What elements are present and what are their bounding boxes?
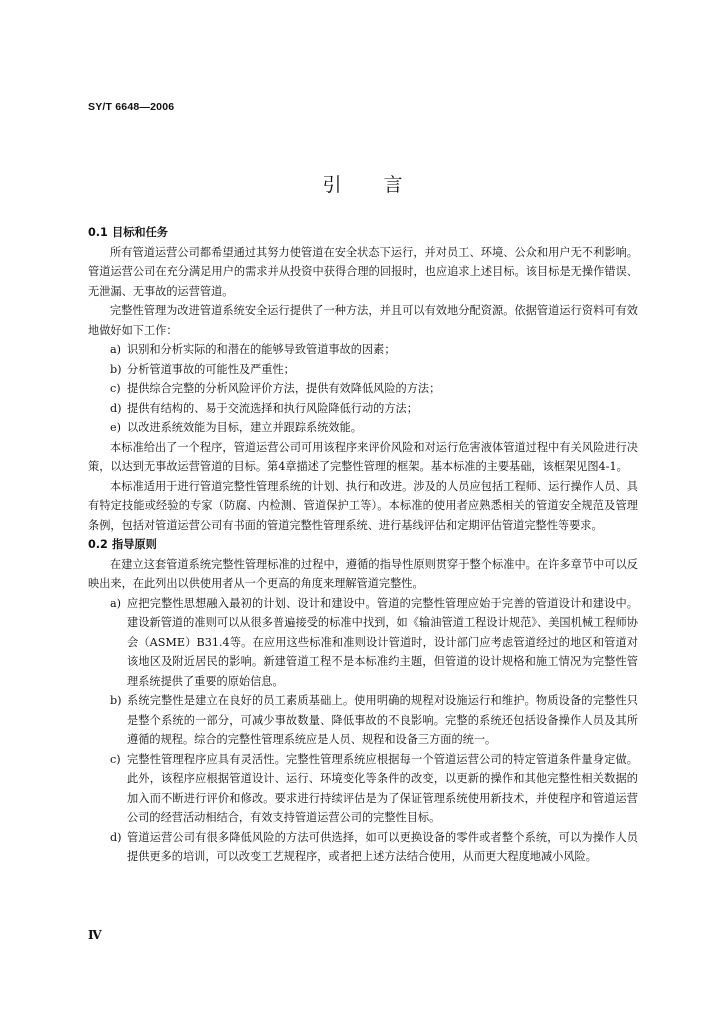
section-heading-0-1	[88, 223, 638, 243]
list-marker: d)	[110, 830, 122, 844]
section-number: 0.1	[88, 226, 108, 239]
page-body	[88, 223, 638, 867]
list-item-text: 完整性管理程序应具有灵活性。完整性管理系统应根据每一个管道运营公司的特定管道条件量身定做。此外，该程序应根据管道设计、运行、环境变化等条件的改变，以更新的操作和其他完整性相关数据的加入而不断进行评价和修改。要求进行持续评估是为了保证管理系统使用新技术，并使程序和管道运营公司的经营活动相结合，有效支持管道运营公司的完整性目标。	[127, 752, 638, 824]
standard-number: SY/T 6648—2006	[88, 101, 175, 113]
list-item	[88, 360, 638, 380]
list-marker: e)	[110, 421, 121, 434]
list-marker: a)	[110, 596, 122, 610]
list-item	[88, 828, 638, 867]
list-item	[88, 750, 638, 828]
section-number: 0.2	[88, 538, 108, 551]
list-item-text: 管道运营公司有很多降低风险的方法可供选择，如可以更换设备的零件或者整个系统，可以为操作人员提供更多的培训，可以改变工艺规程序，或者把上述方法结合使用，从而更大程度地减小风险。	[127, 830, 638, 863]
list-marker: d)	[110, 401, 122, 415]
list-item-text: 以改进系统效能为目标，建立并跟踪系统效能。	[127, 421, 362, 434]
section-heading-0-2	[88, 535, 638, 555]
section-title: 目标和任务	[112, 226, 168, 239]
list-item-text: 提供有结构的、易于交流选择和执行风险降低行动的方法；	[127, 401, 418, 415]
list-item-text: 提供综合完整的分析风险评价方法，提供有效降低风险的方法；	[127, 382, 441, 395]
list-item	[88, 340, 638, 360]
section-title: 指导原则	[112, 538, 157, 551]
list-item-text: 识别和分析实际的和潜在的能够导致管道事故的因素；	[127, 343, 396, 356]
paragraph: 在建立这套管道系统完整性管理标准的过程中，遵循的指导性原则贯穿于整个标准中。在许多章节中可以反映出来，在此列出以供使用者从一个更高的角度来理解管道完整性。	[88, 557, 638, 590]
list-marker: b)	[110, 362, 122, 376]
list-marker: c)	[110, 752, 121, 766]
paragraph: 所有管道运营公司都希望通过其努力使管道在安全状态下运行，并对员工、环境、公众和用户无不利影响。管道运营公司在充分满足用户的需求并从投资中获得合理的回报时，也应追求上述目标。该目标是无操作错误、无泄漏、无事故的运营管道。	[88, 245, 638, 298]
list-item-text: 分析管道事故的可能性及严重性；	[127, 362, 295, 376]
paragraph: 本标准适用于进行管道完整性管理系统的计划、执行和改进。涉及的人员应包括工程师、运行操作人员、具有特定技能或经验的专家（防腐、内检测、管道保护工等）。本标准的使用者应熟悉相关的管道安全规范及管理条例，包括对管道运营公司有书面的管道完整性管理系统、进行基线评估和定期评估管道完整性等要求。	[88, 479, 638, 532]
paragraph: 完整性管理为改进管道系统安全运行提供了一种方法，并且可以有效地分配资源。依据管道运行资料可有效地做好如下工作：	[88, 304, 638, 337]
list-item-text: 应把完整性思想融入最初的计划、设计和建设中。管道的完整性管理应始于完善的管道设计和建设中。建设新管道的准则可以从很多普遍接受的标准中找到，如《输油管道工程设计规范》、美国机械工程师协会（ASME）B31.4等。在应用这些标准和准则设计管道时，设计部门应考虑管道经过的地区和管道对该地区及附近居民的影响。新建管道工程不是本标准约主题，但管道的设计规格和施工情况为完整性管理系统提供了重要的原始信息。	[127, 596, 638, 688]
page-title: 引 言	[322, 174, 404, 196]
page-number: Ⅳ	[88, 928, 102, 942]
list-item	[88, 594, 638, 692]
list-marker: a)	[110, 343, 122, 356]
list-item-text: 系统完整性是建立在良好的员工素质基础上。使用明确的规程对设施运行和维护。物质设备的完整性只是整个系统的一部分，可减少事故数量、降低事故的不良影响。完整的系统还包括设备操作人员及其所遵循的规程。综合的完整性管理系统应是人员、规程和设备三方面的统一。	[127, 694, 638, 746]
list-item	[88, 418, 638, 438]
list-marker: b)	[110, 694, 122, 707]
paragraph: 本标准给出了一个程序，管道运营公司可用该程序来评价风险和对运行危害液体管道过程中有关风险进行决策，以达到无事故运营管道的目标。第4章描述了完整性管理的框架。基本标准的主要基础，该框架见图4-1。	[88, 440, 638, 473]
list-item	[88, 399, 638, 419]
list-item	[88, 691, 638, 750]
list-marker: c)	[110, 382, 121, 395]
list-item	[88, 379, 638, 399]
